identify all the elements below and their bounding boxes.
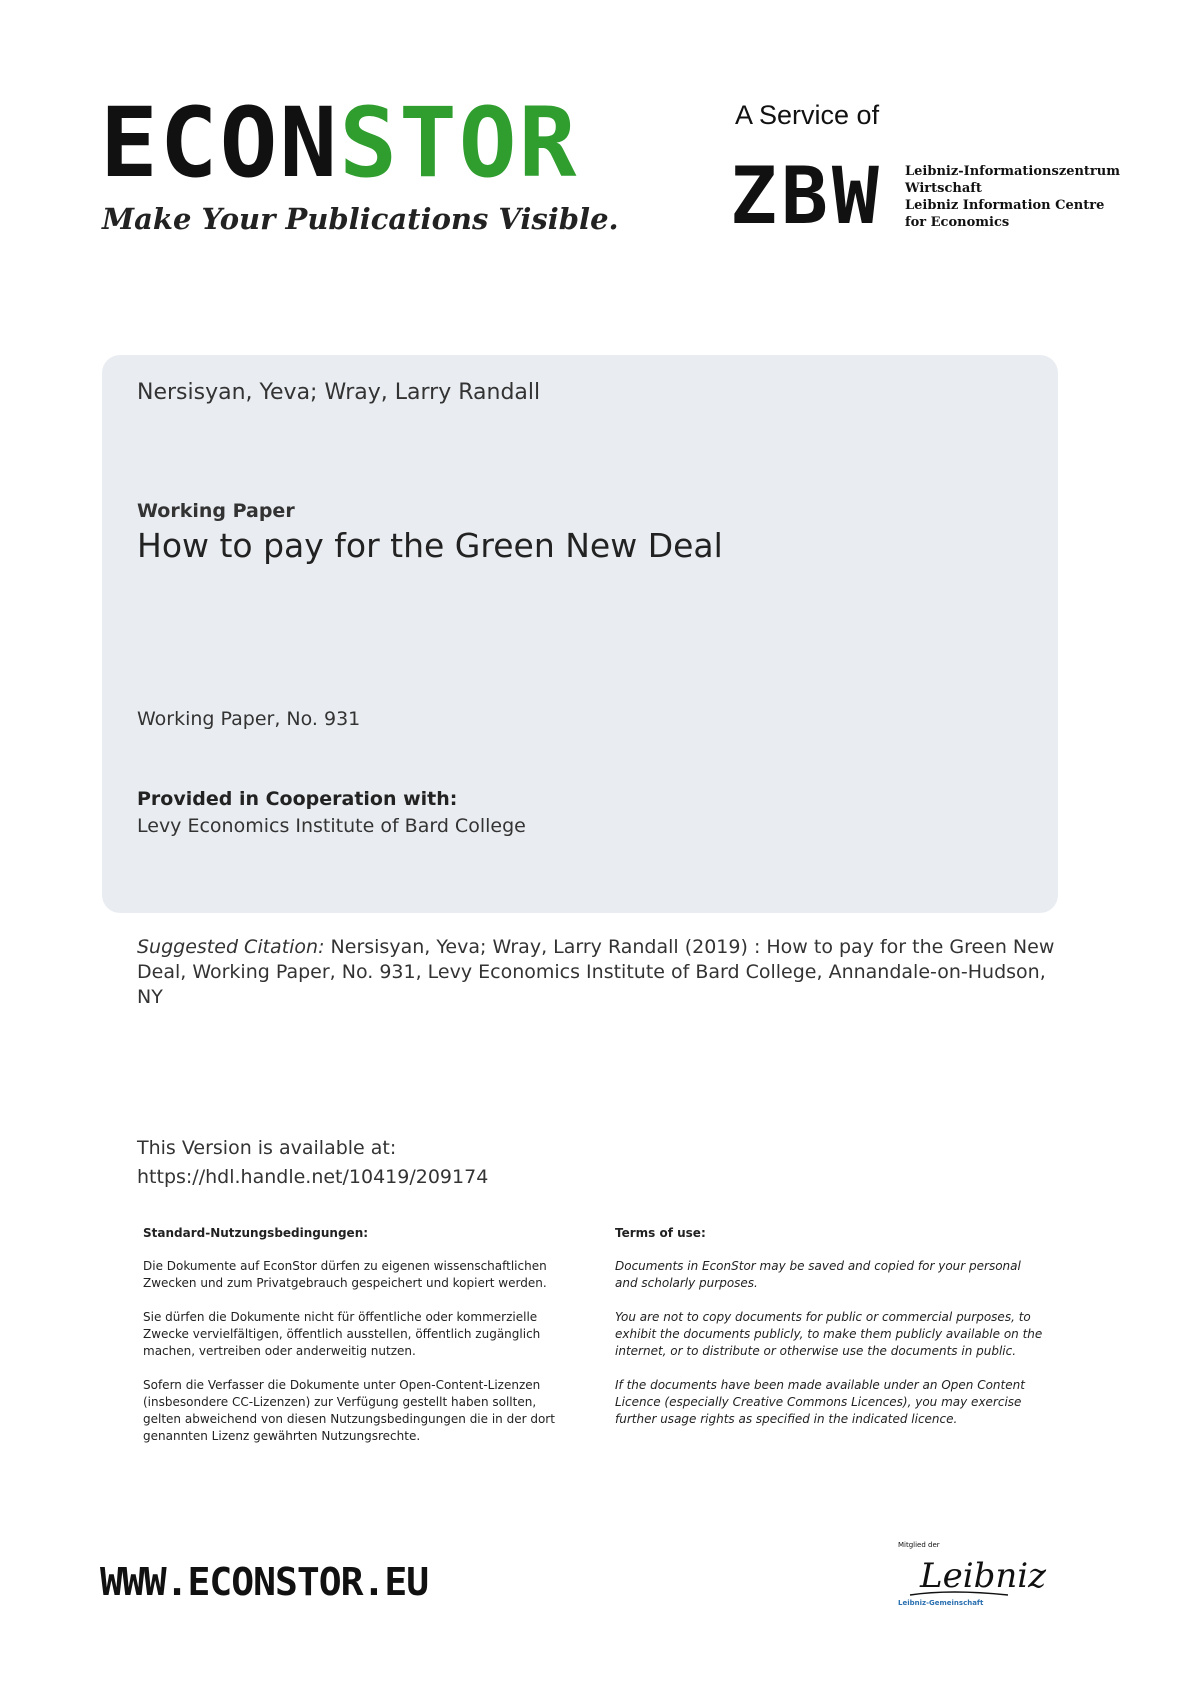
document-title: How to pay for the Green New Deal bbox=[137, 526, 723, 565]
econstor-website-link[interactable]: WWW.ECONSTOR.EU bbox=[100, 1560, 429, 1604]
tagline: Make Your Publications Visible. bbox=[102, 202, 619, 236]
terms-german-heading: Standard-Nutzungsbedingungen: bbox=[143, 1226, 369, 1240]
version-label: This Version is available at: bbox=[137, 1137, 397, 1159]
leibniz-member-text: Mitglied der bbox=[898, 1541, 940, 1549]
service-label: A Service of bbox=[735, 100, 880, 130]
citation-label: Suggested Citation: bbox=[137, 936, 325, 958]
leibniz-logo bbox=[890, 1535, 1047, 1615]
zbw-logo: ZBW bbox=[730, 152, 883, 242]
zbw-line: Leibniz Information Centre bbox=[905, 198, 1105, 213]
terms-paragraph: You are not to copy documents for public or commercial purposes, to exhibit the documents publicly, to make them publicly available on the internet, or to distribute or otherwise use the documents in public. bbox=[615, 1310, 1043, 1358]
leibniz-gemeinschaft-text: Leibniz-Gemeinschaft bbox=[898, 1599, 984, 1607]
citation-text: Nersisyan, Yeva; Wray, Larry Randall (2019) : How to pay for the Green New Deal, Working Paper, No. 931, Levy Economics Institute of Bard College, Annandale-on-Hudson, NY bbox=[137, 936, 1055, 1008]
handle-link[interactable]: https://hdl.handle.net/10419/209174 bbox=[137, 1166, 489, 1188]
terms-english bbox=[615, 1225, 1045, 1445]
logo-part-stor: STOR bbox=[339, 87, 579, 199]
terms-paragraph: If the documents have been made available under an Open Content Licence (especially Creative Commons Licences), you may exercise further usage rights as specified in the indicated licence. bbox=[615, 1378, 1025, 1426]
terms-paragraph: Sie dürfen die Dokumente nicht für öffentliche oder kommerzielle Zwecke vervielfältigen, öffentlich ausstellen, öffentlich zugänglich machen, vertreiben oder anderweitig nutzen. bbox=[143, 1310, 541, 1358]
zbw-description bbox=[905, 163, 1120, 231]
zbw-line: for Economics bbox=[905, 215, 1010, 230]
series-info: Working Paper, No. 931 bbox=[137, 708, 361, 730]
econstor-logo bbox=[100, 87, 579, 199]
terms-paragraph: Documents in EconStor may be saved and copied for your personal and scholarly purposes. bbox=[615, 1259, 1021, 1290]
terms-paragraph: Sofern die Verfasser die Dokumente unter Open-Content-Lizenzen (insbesondere CC-Lizenzen) zur Verfügung gestellt haben sollten, gelten abweichend von diesen Nutzungsbedingungen die in der dort genannten Lizenz gewährten Nutzungsrechte. bbox=[143, 1378, 555, 1443]
cooperation-institution: Levy Economics Institute of Bard College bbox=[137, 815, 526, 837]
suggested-citation bbox=[137, 935, 1057, 1010]
authors: Nersisyan, Yeva; Wray, Larry Randall bbox=[137, 380, 541, 405]
zbw-line: Leibniz-Informationszentrum bbox=[905, 164, 1120, 179]
document-type: Working Paper bbox=[137, 500, 295, 522]
terms-english-heading: Terms of use: bbox=[615, 1226, 706, 1240]
zbw-line: Wirtschaft bbox=[905, 181, 982, 196]
cooperation-label: Provided in Cooperation with: bbox=[137, 788, 458, 810]
leibniz-signature: Leibniz bbox=[920, 1556, 1047, 1596]
terms-german bbox=[143, 1225, 573, 1462]
terms-paragraph: Die Dokumente auf EconStor dürfen zu eigenen wissenschaftlichen Zwecken und zum Privatgebrauch gespeichert und kopiert werden. bbox=[143, 1259, 547, 1290]
logo-part-econ: ECON bbox=[100, 87, 340, 199]
